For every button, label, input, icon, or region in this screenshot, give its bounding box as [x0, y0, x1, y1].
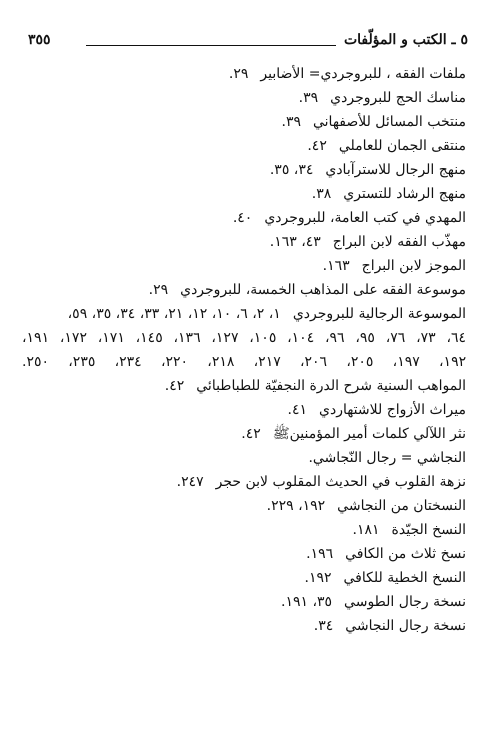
index-entry: [22, 542, 466, 566]
entry-pages: ١، ٢، ٦، ١٠، ١٢، ٢١، ٣٣، ٣٤، ٣٥، ٥٩،: [67, 306, 281, 322]
entry-title: نثر اللآلي كلمات أمير المؤمنينﷺ: [272, 426, 466, 442]
index-entry: [22, 494, 466, 518]
entry-title: النسخ الجيّدة: [391, 522, 466, 538]
entry-title: منتخب المسائل للأصفهاني: [312, 114, 466, 130]
chapter-title: ٥ ـ الكتب و المؤلّفات: [343, 32, 468, 48]
index-entry: [22, 614, 466, 638]
index-entry: [22, 518, 466, 542]
entry-title: ملفات الفقه ، للبروجردي= الأضابير: [260, 66, 466, 82]
index-entry: [22, 398, 466, 422]
entry-pages: ٣٩.: [298, 90, 319, 106]
entry-pages: ٤٢.: [241, 426, 261, 442]
index-entry: [22, 182, 466, 206]
entry-title: ميراث الأزواج للاشتهاردي: [319, 402, 466, 418]
index-entry: [22, 230, 466, 254]
index-entry: [22, 134, 466, 158]
index-entry: [22, 86, 466, 110]
entry-title: منهج الرشاد للتستري: [343, 186, 466, 202]
entry-title: النسختان من النجاشي: [337, 498, 466, 514]
entry-title: النجاشي = رجال النّجاشي.: [308, 450, 466, 466]
entry-pages: ٤٣، ١٦٣.: [269, 234, 321, 250]
entry-title: النسخ الخطية للكافي: [343, 570, 466, 586]
entry-pages: ٣٥، ١٩١.: [281, 594, 333, 610]
entry-title: نزهة القلوب في الحديث المقلوب لابن حجر: [215, 474, 466, 490]
entry-pages: ٢٤٧.: [176, 474, 204, 490]
entry-title: موسوعة الفقه على المذاهب الخمسة، للبروجردي: [180, 282, 466, 298]
entry-pages: ٢٩.: [228, 66, 249, 82]
entry-title: الموجز لابن البراج: [361, 258, 466, 274]
entry-pages: ٤٢.: [164, 378, 185, 394]
index-entry: [22, 206, 466, 230]
entry-pages: ١٩٢، ٢٢٩.: [266, 498, 326, 514]
entry-pages: ١٩٦.: [306, 546, 334, 562]
entry-title: مناسك الحج للبروجردي: [330, 90, 466, 106]
index-entry: [22, 278, 466, 302]
entry-pages: ٤٠.: [232, 210, 253, 226]
index-entry: [22, 302, 466, 326]
entry-pages: ٤٢.: [307, 138, 327, 154]
entry-title: نسخة رجال الطوسي: [344, 594, 466, 610]
entry-title: منهج الرجال للاسترآبادي: [325, 162, 466, 178]
entry-pages: ٣٤، ٣٥.: [269, 162, 314, 178]
entry-pages: ١٦٣.: [322, 258, 350, 274]
index-list: [22, 62, 466, 638]
entry-pages: ٣٩.: [281, 114, 301, 130]
entry-pages: ١٨١.: [352, 522, 380, 538]
page-number: ٣٥٥: [28, 32, 51, 48]
index-entry: [22, 110, 466, 134]
entry-title: نسخة رجال النجاشي: [345, 618, 466, 634]
index-entry: [22, 422, 466, 446]
index-entry: [22, 62, 466, 86]
entry-pages: ٢٩.: [148, 282, 169, 298]
header-rule: [86, 45, 336, 46]
entry-pages: ١٩٢.: [304, 570, 332, 586]
entry-title: المهدي في كتب العامة، للبروجردي: [264, 210, 466, 226]
index-entry: [22, 374, 466, 398]
index-entry: [22, 470, 466, 494]
index-entry: [22, 158, 466, 182]
entry-continuation: ١٩٢، ١٩٧، ٢٠٥، ٢٠٦، ٢١٧، ٢١٨، ٢٢٠، ٢٣٤، ٢٣٥، ٢٥٠.: [22, 354, 466, 370]
entry-pages: ٣٨.: [311, 186, 332, 202]
index-entry: [22, 446, 466, 470]
running-header: [28, 30, 468, 52]
index-entry: [22, 566, 466, 590]
entry-pages: ٣٤.: [313, 618, 334, 634]
entry-title: مهذّب الفقه لابن البراج: [332, 234, 466, 250]
entry-title: منتقى الجمان للعاملي: [338, 138, 466, 154]
entry-title: المواهب السنية شرح الدرة النجفيّة للطباطبائي: [196, 378, 466, 394]
index-entry: [22, 590, 466, 614]
index-entry: [22, 254, 466, 278]
entry-title: الموسوعة الرجالية للبروجردي: [292, 306, 466, 322]
entry-title: نسخ ثلاث من الكافي: [345, 546, 466, 562]
entry-continuation: ٦٤، ٧٣، ٧٦، ٩٥، ٩٦، ١٠٤، ١٠٥، ١٢٧، ١٣٦، ١٤٥، ١٧١، ١٧٢، ١٩١،: [22, 330, 466, 346]
entry-pages: ٤١.: [287, 402, 307, 418]
